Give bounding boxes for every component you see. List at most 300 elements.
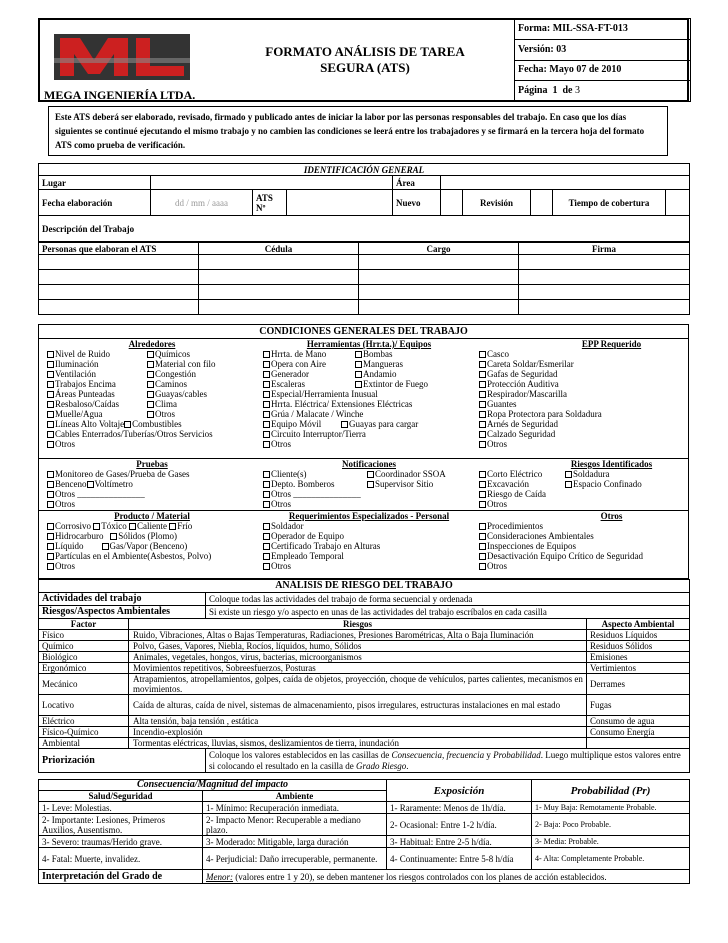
otros-item[interactable] <box>479 561 507 571</box>
pruebas-label: Benceno <box>55 479 87 489</box>
firma-cell[interactable] <box>519 270 690 285</box>
checkbox-icon[interactable] <box>355 381 362 388</box>
company-logo-icon <box>52 24 192 86</box>
interpretacion-label: Interpretación del Grado de <box>39 870 203 884</box>
riesgos-label: Otros <box>487 499 507 509</box>
herramientas-item[interactable] <box>263 349 355 359</box>
checkbox-icon[interactable] <box>124 421 131 428</box>
checkbox-icon[interactable] <box>479 371 486 378</box>
riesgos-item[interactable] <box>479 499 684 509</box>
checkbox-icon[interactable] <box>129 523 136 530</box>
riesgos-cell: Incendio-explosión <box>129 727 587 738</box>
fecha-label: Fecha elaboración <box>39 190 151 216</box>
riesgos-item[interactable] <box>479 489 684 499</box>
riesgos-cell: Movimientos repetitivos, Sobreesfuerzos, Posturas <box>129 663 587 674</box>
requerimientos-title: Requerimientos Especializados - Personal <box>288 511 450 521</box>
requerimientos-item-label: Soldador <box>271 521 304 531</box>
notificaciones-item[interactable] <box>263 489 475 499</box>
salud-cell: 3- Severo: traumas/Herido grave. <box>39 836 203 848</box>
risk-section <box>38 579 689 773</box>
prior-text: . Luego multiplique estos valores entre si colocando el resultado en la casilla de <box>209 749 681 771</box>
checkbox-icon[interactable] <box>47 501 54 508</box>
alrededores-item[interactable] <box>147 349 190 359</box>
herramientas-list <box>263 349 475 449</box>
riesgos-label: Riesgo de Caída <box>487 489 546 499</box>
company-name: MEGA INGENIERÍA LTDA. <box>44 88 196 102</box>
checkbox-icon[interactable] <box>47 481 54 488</box>
checkbox-icon[interactable] <box>479 411 486 418</box>
checkbox-icon[interactable] <box>479 361 486 368</box>
interpretacion-desc <box>203 870 690 884</box>
checkbox-icon[interactable] <box>479 421 486 428</box>
checkbox-icon[interactable] <box>263 391 270 398</box>
area-field[interactable] <box>441 176 690 190</box>
otros-item[interactable] <box>479 541 576 551</box>
cedula-cell[interactable] <box>199 300 359 315</box>
checkbox-icon[interactable] <box>263 553 270 560</box>
herramientas-item[interactable] <box>355 349 393 359</box>
producto-item[interactable] <box>47 531 257 541</box>
pruebas-item[interactable] <box>47 479 257 489</box>
epp-item[interactable] <box>479 369 557 379</box>
herramientas-item[interactable] <box>263 369 355 379</box>
persona-cell[interactable] <box>39 300 199 315</box>
form-info-box <box>514 18 691 104</box>
alrededores-item-label: Líneas Alto Voltaje <box>55 419 125 429</box>
checkbox-icon[interactable] <box>479 471 486 478</box>
revision-checkbox[interactable] <box>531 190 553 216</box>
checkbox-icon[interactable] <box>565 481 572 488</box>
alrededores-item[interactable] <box>124 419 182 429</box>
epp-item-label: Guantes <box>487 399 517 409</box>
checkbox-icon[interactable] <box>355 351 362 358</box>
otros-item-label: Consideraciones Ambientales <box>487 531 594 541</box>
checkbox-icon[interactable] <box>263 533 270 540</box>
checkbox-icon[interactable] <box>147 401 154 408</box>
alrededores-item[interactable] <box>47 349 147 359</box>
prob-cell: 3- Media: Probable. <box>532 836 690 848</box>
actividades-desc: Coloque todas las actividades del trabajo de forma secuencial y ordenada <box>206 593 690 606</box>
riesgos-label: Espacio Confinado <box>573 479 642 489</box>
producto-item[interactable] <box>47 561 257 571</box>
aspecto-cell <box>587 738 690 749</box>
aspecto-cell: Consumo de agua <box>587 716 690 727</box>
checkbox-icon[interactable] <box>147 351 154 358</box>
herramientas-item[interactable] <box>263 419 341 429</box>
consequence-section <box>38 779 689 884</box>
exposicion-cell: 3- Habitual: Entre 2-5 h/día. <box>387 836 532 848</box>
factor-header: Factor <box>39 619 129 630</box>
divider <box>39 458 688 459</box>
checkbox-icon[interactable] <box>355 361 362 368</box>
herramientas-item-label: Hrrta. de Mano <box>271 349 327 359</box>
epp-item-label: Ropa Protectora para Soldadura <box>487 409 602 419</box>
checkbox-icon[interactable] <box>263 411 270 418</box>
conditions-title: CONDICIONES GENERALES DEL TRABAJO <box>39 325 688 339</box>
checkbox-icon[interactable] <box>263 381 270 388</box>
otros-block <box>479 511 684 571</box>
alrededores-item-label: Otros <box>155 409 175 419</box>
firma-cell[interactable] <box>519 300 690 315</box>
conditions-section <box>38 324 689 579</box>
epp-item-label: Careta Soldar/Esmerilar <box>487 359 574 369</box>
alrededores-item[interactable] <box>147 369 196 379</box>
firma-cell[interactable] <box>519 285 690 300</box>
notice-box <box>48 106 668 156</box>
pruebas-label: Otros _______________ <box>55 489 145 499</box>
ats-field[interactable] <box>287 190 393 216</box>
checkbox-icon[interactable] <box>147 391 154 398</box>
checkbox-icon[interactable] <box>93 523 100 530</box>
checkbox-icon[interactable] <box>263 563 270 570</box>
exposicion-cell: 2- Ocasional: Entre 1-2 h/día. <box>387 814 532 836</box>
epp-item-label: Calzado Seguridad <box>487 429 556 439</box>
producto-label: Frío <box>177 521 193 531</box>
checkbox-icon[interactable] <box>367 471 374 478</box>
epp-item[interactable] <box>479 349 509 359</box>
herramientas-item-label: Mangueras <box>363 359 403 369</box>
table-row <box>39 802 690 814</box>
checkbox-icon[interactable] <box>479 381 486 388</box>
checkbox-icon[interactable] <box>479 501 486 508</box>
riesgos-header: Riesgos <box>129 619 587 630</box>
epp-item[interactable] <box>479 359 574 369</box>
cedula-cell[interactable] <box>199 255 359 270</box>
herramientas-item-label: Grúa / Malacate / Winche <box>271 409 364 419</box>
riesgos-cell: Animales, vegetales, hongos, virus, bacterias, microorganismos <box>129 652 587 663</box>
checkbox-icon[interactable] <box>263 431 270 438</box>
checkbox-icon[interactable] <box>263 441 270 448</box>
checkbox-icon[interactable] <box>263 361 270 368</box>
title-line-1: FORMATO ANÁLISIS DE TAREA <box>265 44 465 59</box>
checkbox-icon[interactable] <box>47 491 54 498</box>
table-row <box>39 716 690 727</box>
alrededores-item-label: Áreas Punteadas <box>55 389 115 399</box>
general-title: IDENTIFICACIÓN GENERAL <box>39 164 690 176</box>
requerimientos-item[interactable] <box>263 551 344 561</box>
checkbox-icon[interactable] <box>102 543 109 550</box>
checkbox-icon[interactable] <box>47 523 54 530</box>
checkbox-icon[interactable] <box>47 411 54 418</box>
checkbox-icon[interactable] <box>479 351 486 358</box>
cargo-cell[interactable] <box>359 300 519 315</box>
checkbox-icon[interactable] <box>263 491 270 498</box>
form-code: Forma: MIL-SSA-FT-013 <box>515 19 691 40</box>
epp-item[interactable] <box>479 379 559 389</box>
producto-label: Caliente <box>137 521 167 531</box>
checkbox-icon[interactable] <box>87 481 94 488</box>
pruebas-title: Pruebas <box>136 459 168 469</box>
table-row <box>39 663 690 674</box>
notificaciones-title: Notificaciones <box>342 459 396 469</box>
checkbox-icon[interactable] <box>263 421 270 428</box>
riesgos-cell: Alta tensión, baja tensión , estática <box>129 716 587 727</box>
otros-item[interactable] <box>479 551 643 561</box>
checkbox-icon[interactable] <box>479 491 486 498</box>
persona-cell[interactable] <box>39 255 199 270</box>
checkbox-icon[interactable] <box>169 523 176 530</box>
prior-text: Probabilidad <box>493 749 541 760</box>
persona-cell[interactable] <box>39 270 199 285</box>
notificaciones-block <box>263 459 475 509</box>
alrededores-item[interactable] <box>47 409 147 419</box>
checkbox-icon[interactable] <box>263 401 270 408</box>
ambiente-cell: 3- Moderado: Mitigable, larga duración <box>203 836 387 848</box>
otros-item-label: Inspecciones de Equipos <box>487 541 576 551</box>
checkbox-icon[interactable] <box>47 471 54 478</box>
notificaciones-item[interactable] <box>263 469 475 479</box>
alrededores-item[interactable] <box>147 399 177 409</box>
riesgos-cell: Polvo, Gases, Vapores, Niebla, Rocíos, líquidos, humo, Sólidos <box>129 641 587 652</box>
fecha-field[interactable]: dd / mm / aaaa <box>151 190 253 216</box>
requerimientos-item[interactable] <box>263 531 344 541</box>
checkbox-icon[interactable] <box>565 471 572 478</box>
checkbox-icon[interactable] <box>479 481 486 488</box>
epp-item-label: Casco <box>487 349 509 359</box>
alrededores-item[interactable] <box>147 359 215 369</box>
pruebas-block <box>47 459 257 509</box>
form-date: Fecha: Mayo 07 de 2010 <box>515 60 691 81</box>
otros-item[interactable] <box>479 521 543 531</box>
alrededores-item-label: Caminos <box>155 379 188 389</box>
herramientas-item[interactable] <box>263 409 363 419</box>
herramientas-item[interactable] <box>355 359 403 369</box>
checkbox-icon[interactable] <box>263 471 270 478</box>
notificaciones-label: Depto. Bomberos <box>271 479 335 489</box>
requerimientos-block <box>263 511 475 571</box>
producto-item[interactable] <box>47 541 257 551</box>
checkbox-icon[interactable] <box>47 371 54 378</box>
exposicion-cell: 1- Raramente: Menos de 1h/día. <box>387 802 532 814</box>
checkbox-icon[interactable] <box>479 563 486 570</box>
table-row <box>39 652 690 663</box>
table-row <box>39 836 690 848</box>
table-row <box>39 641 690 652</box>
checkbox-icon[interactable] <box>263 481 270 488</box>
alrededores-item[interactable] <box>47 419 124 429</box>
pruebas-item[interactable] <box>47 469 257 479</box>
checkbox-icon[interactable] <box>479 553 486 560</box>
checkbox-icon[interactable] <box>47 401 54 408</box>
checkbox-icon[interactable] <box>479 523 486 530</box>
alrededores-grid <box>47 349 257 419</box>
alrededores-item[interactable] <box>47 379 147 389</box>
herramientas-item-label: Extintor de Fuego <box>363 379 428 389</box>
checkbox-icon[interactable] <box>147 361 154 368</box>
checkbox-icon[interactable] <box>263 501 270 508</box>
requerimientos-item[interactable] <box>263 561 291 571</box>
herramientas-item[interactable] <box>263 359 355 369</box>
alrededores-item[interactable] <box>47 439 75 449</box>
alrededores-item[interactable] <box>47 429 213 439</box>
herramientas-item[interactable] <box>263 399 412 409</box>
herramientas-item[interactable] <box>341 419 418 429</box>
otros-title: Otros <box>600 511 623 521</box>
aspecto-cell: Residuos Sólidos <box>587 641 690 652</box>
factor-cell: Eléctrico <box>39 716 129 727</box>
alrededores-item[interactable] <box>147 409 175 419</box>
cargo-cell[interactable] <box>359 255 519 270</box>
alrededores-item-label: Cables Enterrados/Tuberías/Otros Servicios <box>55 429 213 439</box>
checkbox-icon[interactable] <box>47 553 54 560</box>
general-section <box>38 163 689 315</box>
checkbox-icon[interactable] <box>147 381 154 388</box>
riesgos-item[interactable] <box>479 469 684 479</box>
revision-label: Revisión <box>463 190 531 216</box>
requerimientos-item-label: Empleado Temporal <box>271 551 344 561</box>
alrededores-item-label: Ventilación <box>55 369 96 379</box>
requerimientos-item-label: Operador de Equipo <box>271 531 344 541</box>
riesgos-cell: Caída de alturas, caída de nivel, sistemas de almacenamiento, pisos irregulares, estructuras instalaciones en mal estado <box>129 695 587 716</box>
menor-desc: (valores entre 1 y 20), se deben mantener los riesgos controlados con los planes de acción establecidos. <box>235 871 607 882</box>
riesgos-item[interactable] <box>479 479 684 489</box>
checkbox-icon[interactable] <box>47 563 54 570</box>
alrededores-item[interactable] <box>147 379 187 389</box>
checkbox-icon[interactable] <box>263 351 270 358</box>
alrededores-extra <box>47 419 257 449</box>
epp-item[interactable] <box>479 429 555 439</box>
lugar-label: Lugar <box>39 176 151 190</box>
producto-item[interactable] <box>47 551 257 561</box>
prior-text: Grado Riesgo <box>355 760 407 771</box>
checkbox-icon[interactable] <box>47 381 54 388</box>
checkbox-icon[interactable] <box>479 401 486 408</box>
requerimientos-item[interactable] <box>263 521 304 531</box>
checkbox-icon[interactable] <box>263 523 270 530</box>
personas-header: Personas que elaboran el ATS <box>39 243 199 255</box>
firma-cell[interactable] <box>519 255 690 270</box>
epp-item[interactable] <box>479 439 507 449</box>
epp-item[interactable] <box>479 409 602 419</box>
alrededores-item-label: Guayas/cables <box>155 389 207 399</box>
riesgos-aspectos-label: Riesgos/Aspectos Ambientales <box>39 606 206 619</box>
checkbox-icon[interactable] <box>147 371 154 378</box>
factor-cell: Ambiental <box>39 738 129 749</box>
nuevo-checkbox[interactable] <box>441 190 463 216</box>
epp-item[interactable] <box>479 389 567 399</box>
herramientas-item-label: Escaleras <box>271 379 305 389</box>
checkbox-icon[interactable] <box>479 391 486 398</box>
herramientas-item[interactable] <box>263 429 366 439</box>
herramientas-item[interactable] <box>263 379 355 389</box>
checkbox-icon[interactable] <box>47 431 54 438</box>
producto-label: Sólidos (Plomo) <box>118 531 177 541</box>
alrededores-item[interactable] <box>47 359 147 369</box>
salud-cell: 4- Fatal: Muerte, invalidez. <box>39 848 203 870</box>
alrededores-item[interactable] <box>47 389 147 399</box>
herramientas-item[interactable] <box>355 369 397 379</box>
checkbox-icon[interactable] <box>47 391 54 398</box>
herramientas-item[interactable] <box>263 389 378 399</box>
notice-text: Este ATS deberá ser elaborado, revisado, firmado y publicado antes de iniciar la labor por las personas responsables del trabajo. En caso que los días siguientes se continué ejecutando el mismo trabajo y no cambien las condiciones se leerá entre los trabajadores y se firmará en la tercera hoja del formato ATS como prueba de verificación. <box>55 112 645 150</box>
herramientas-item-label: Guayas para cargar <box>349 419 419 429</box>
cargo-cell[interactable] <box>359 270 519 285</box>
notificaciones-label: Otros <box>271 499 291 509</box>
notificaciones-item[interactable] <box>263 479 475 489</box>
lugar-field[interactable] <box>151 176 393 190</box>
checkbox-icon[interactable] <box>47 533 54 540</box>
checkbox-icon[interactable] <box>479 431 486 438</box>
epp-item-label: Respirador/Mascarilla <box>487 389 567 399</box>
persona-cell[interactable] <box>39 285 199 300</box>
checkbox-icon[interactable] <box>147 411 154 418</box>
otros-list <box>479 521 684 571</box>
ambiente-cell: 4- Perjudicial: Daño irrecuperable, permanente. <box>203 848 387 870</box>
table-row <box>39 848 690 870</box>
table-row <box>39 285 690 300</box>
epp-item-label: Gafas de Seguridad <box>487 369 558 379</box>
cargo-header: Cargo <box>359 243 519 255</box>
otros-item[interactable] <box>479 531 594 541</box>
checkbox-icon[interactable] <box>479 543 486 550</box>
requerimientos-item[interactable] <box>263 541 380 551</box>
ambiente-header: Ambiente <box>203 791 387 802</box>
producto-label: Corrosivo <box>55 521 91 531</box>
herramientas-item[interactable] <box>355 379 428 389</box>
cedula-cell[interactable] <box>199 285 359 300</box>
checkbox-icon[interactable] <box>47 441 54 448</box>
notificaciones-item[interactable] <box>263 499 475 509</box>
herramientas-item-label: Circuito Interruptor/Tierra <box>271 429 366 439</box>
otros-item-label: Desactivación Equipo Crítico de Seguridad <box>487 551 643 561</box>
alrededores-item[interactable] <box>47 399 147 409</box>
herramientas-item-label: Hrrta. Eléctrica/ Extensiones Eléctricas <box>271 399 413 409</box>
checkbox-icon[interactable] <box>263 371 270 378</box>
checkbox-icon[interactable] <box>47 361 54 368</box>
aspecto-header: Aspecto Ambiental <box>587 619 690 630</box>
page-label: Página <box>518 85 548 97</box>
prior-text: y <box>486 749 491 760</box>
checkbox-icon[interactable] <box>479 533 486 540</box>
checkbox-icon[interactable] <box>263 543 270 550</box>
aspecto-cell: Residuos Líquidos <box>587 630 690 641</box>
checkbox-icon[interactable] <box>47 421 54 428</box>
pruebas-item[interactable] <box>47 499 257 509</box>
page-number: 1 <box>552 85 558 97</box>
riesgos-cell: Atrapamientos, atropellamientos, golpes, caída de objetos, proyección, choque de vehículos, partes calientes, mecanismos en movimientos. <box>129 674 587 695</box>
checkbox-icon[interactable] <box>47 351 54 358</box>
alrededores-item[interactable] <box>147 389 207 399</box>
producto-item[interactable] <box>47 521 257 531</box>
document-title <box>230 44 500 76</box>
tiempo-field[interactable] <box>666 190 690 216</box>
alrededores-item-label: Congestión <box>155 369 197 379</box>
alrededores-item-label: Iluminación <box>55 359 99 369</box>
factor-cell: Biológico <box>39 652 129 663</box>
checkbox-icon[interactable] <box>47 543 54 550</box>
exposicion-header: Exposición <box>387 780 532 802</box>
cargo-cell[interactable] <box>359 285 519 300</box>
checkbox-icon[interactable] <box>341 421 348 428</box>
checkbox-icon[interactable] <box>367 481 374 488</box>
riesgos-label: Soldadura <box>573 469 610 479</box>
epp-item[interactable] <box>479 399 517 409</box>
table-row <box>39 674 690 695</box>
epp-item[interactable] <box>479 419 558 429</box>
alrededores-item[interactable] <box>47 369 147 379</box>
checkbox-icon[interactable] <box>355 371 362 378</box>
aspecto-cell: Vertimientos <box>587 663 690 674</box>
herramientas-title: Herramientas (Hrr.ta.)/ Equipos <box>306 339 432 349</box>
herramientas-item[interactable] <box>263 439 291 449</box>
cedula-cell[interactable] <box>199 270 359 285</box>
pruebas-item[interactable] <box>47 489 257 499</box>
checkbox-icon[interactable] <box>110 533 117 540</box>
herramientas-item-label: Andamio <box>363 369 397 379</box>
checkbox-icon[interactable] <box>479 441 486 448</box>
otros-item-label: Otros <box>487 561 507 571</box>
producto-label: Gas/Vapor (Benceno) <box>109 541 188 551</box>
